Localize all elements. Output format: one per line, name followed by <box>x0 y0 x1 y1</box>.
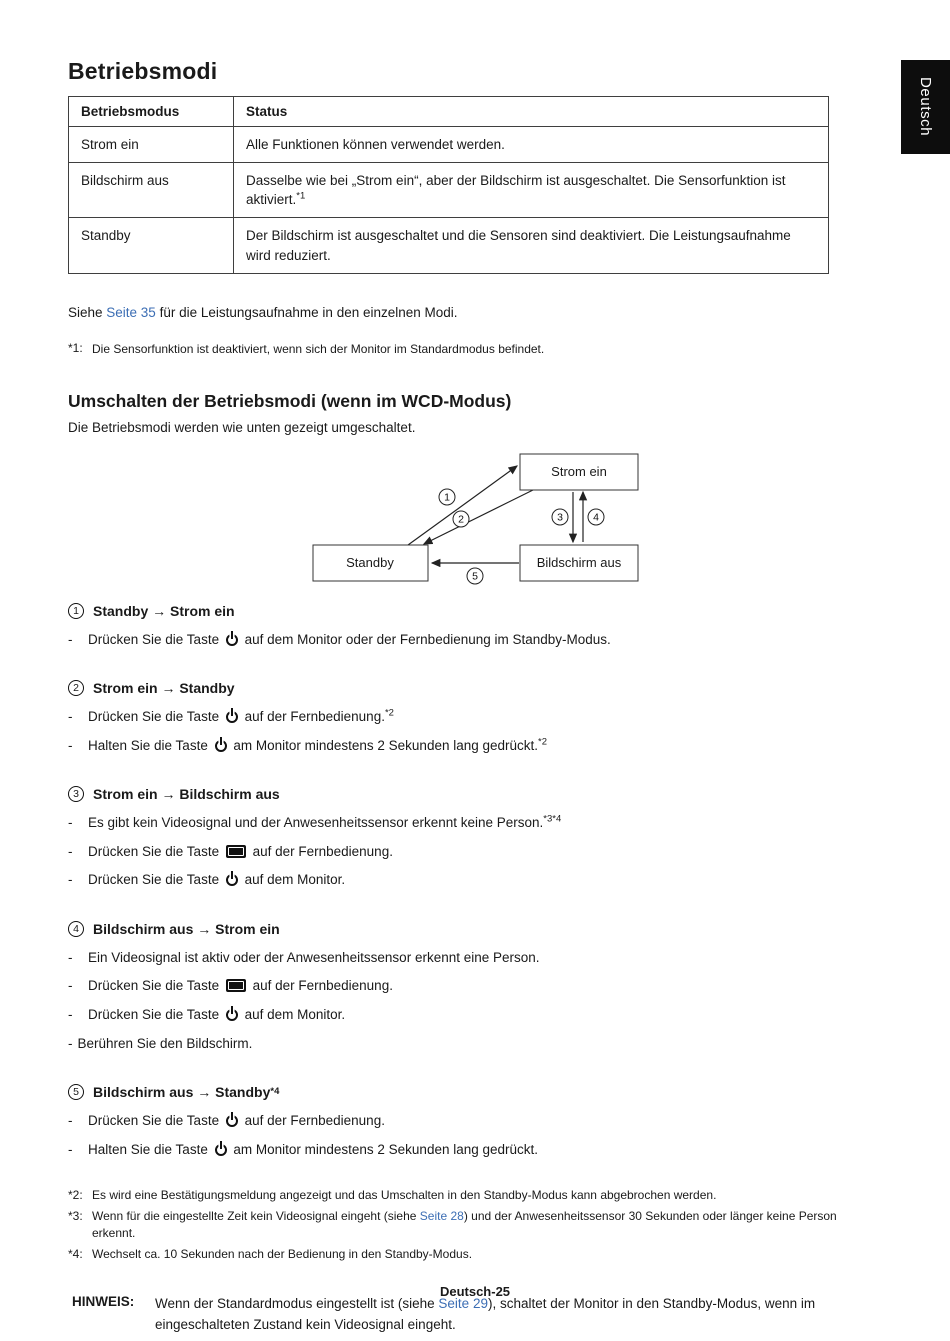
diagram-step-2-badge <box>453 511 469 527</box>
mode-switch-section <box>68 603 880 650</box>
page-title: Betriebsmodi <box>68 58 218 84</box>
mode-switch-section <box>68 680 880 756</box>
instruction-text: Drücken Sie die Taste auf dem Monitor oder der Fernbedienung im Standby-Modus. <box>88 631 611 647</box>
table-row <box>69 163 829 218</box>
section-title <box>68 680 880 696</box>
section-title <box>68 603 880 619</box>
power-icon <box>226 874 238 886</box>
footnote-ref: *2 <box>538 736 548 748</box>
footnote <box>68 1208 880 1242</box>
circled-number: 1 <box>68 603 84 619</box>
circled-number: 5 <box>68 1084 84 1100</box>
status-text: Der Bildschirm ist ausgeschaltet und die Sensoren sind deaktiviert. Die Leistungsaufnahme wird reduziert. <box>246 228 791 263</box>
instruction-list <box>68 813 880 891</box>
footnotes <box>68 1187 880 1263</box>
instruction-line <box>68 1111 880 1131</box>
footnote-ref: *2 <box>384 707 394 719</box>
table-row <box>69 218 829 273</box>
instruction-line <box>68 842 880 862</box>
section-title <box>68 786 880 802</box>
status-cell <box>234 127 829 163</box>
table-row <box>69 127 829 163</box>
mode-transition-diagram <box>68 449 880 589</box>
section-subtext: Die Betriebsmodi werden wie unten gezeigt umgeschaltet. <box>68 419 416 435</box>
instruction-list <box>68 1111 880 1160</box>
footnote-text <box>92 1246 880 1263</box>
section-title-text: Bildschirm aus → Standby <box>93 1084 271 1101</box>
diagram-step-1-badge <box>439 489 455 505</box>
circled-number: 4 <box>68 921 84 937</box>
footnote-text <box>92 1208 880 1242</box>
bullet-dash: - <box>68 1035 73 1051</box>
footnote-post: ) und der Anwesenheitssensor 30 Sekunden oder länger keine Person erkennt. <box>92 1209 837 1241</box>
footnote-text <box>92 1187 880 1204</box>
table-header-row <box>69 97 829 127</box>
instruction-line <box>68 707 880 727</box>
language-side-tab <box>901 60 950 154</box>
instruction-text: Drücken Sie die Taste auf der Fernbedienung. <box>88 843 393 859</box>
circled-number: 3 <box>68 786 84 802</box>
power-icon <box>215 740 227 752</box>
section-title: 5 Bildschirm aus → Standby *4 <box>68 1084 880 1100</box>
instruction-text: Drücken Sie die Taste auf dem Monitor. <box>88 872 346 888</box>
hinweis-note <box>68 1294 880 1335</box>
mode-switch-section <box>68 921 880 1055</box>
mode-cell: Standby <box>69 218 234 273</box>
note-pre: Wenn der Standardmodus eingestellt ist (siehe <box>155 1296 439 1312</box>
col-header-betriebsmodus: Betriebsmodus <box>69 97 234 127</box>
note-text <box>155 1294 880 1335</box>
mode-cell: Bildschirm aus <box>69 163 234 218</box>
svg-text:5: 5 <box>472 570 478 583</box>
footnote-text: Die Sensorfunktion ist deaktiviert, wenn sich der Monitor im Standardmodus befindet. <box>92 341 545 356</box>
see-also-pre: Siehe <box>68 304 107 320</box>
svg-text:4: 4 <box>593 511 599 524</box>
page-link-seite-29[interactable]: Seite 29 <box>438 1296 488 1312</box>
status-cell <box>234 163 829 218</box>
instruction-text: Ein Videosignal ist aktiv oder der Anwesenheitssensor erkennt eine Person. <box>88 949 540 965</box>
instruction-text: Berühren Sie den Bildschirm. <box>77 1035 253 1051</box>
svg-text:3: 3 <box>557 511 563 524</box>
bullet-dash: - <box>68 978 73 994</box>
power-icon <box>226 1009 238 1021</box>
footnote <box>68 1187 880 1204</box>
section-title-text: Strom ein → Standby <box>93 679 235 696</box>
section-heading: Umschalten der Betriebsmodi (wenn im WCD-Modus) <box>68 390 512 411</box>
footnote-label: *1: <box>68 340 83 355</box>
status-text: Dasselbe wie bei „Strom ein“, aber der Bildschirm ist ausgeschaltet. Die Sensorfunktion ist aktiviert. <box>246 173 786 208</box>
mode-cell: Strom ein <box>69 127 234 163</box>
power-icon <box>215 1144 227 1156</box>
footnote-ref: *3*4 <box>543 813 562 825</box>
note-post: ), schaltet der Monitor in den Standby-Modus, wenn im eingeschalteten Zustand kein Videosignal eingeht. <box>155 1296 816 1332</box>
circled-number: 2 <box>68 680 84 696</box>
instruction-list <box>68 630 880 650</box>
instruction-line <box>68 1140 880 1160</box>
page-link-seite-35[interactable]: Seite 35 <box>106 304 156 320</box>
instruction-line <box>68 630 880 650</box>
instruction-line <box>68 870 880 890</box>
footnote-label: *3: <box>68 1209 83 1224</box>
footnote-ref: *1 <box>296 190 306 202</box>
mode-switch-sections <box>68 603 880 1161</box>
side-tab-label: Deutsch <box>917 77 934 137</box>
instruction-text: Drücken Sie die Taste auf der Fernbedienung. <box>88 978 393 994</box>
section-title <box>68 921 880 937</box>
section-title-text: Standby → Strom ein <box>93 602 235 619</box>
instruction-line <box>68 976 880 996</box>
page-link-seite-28[interactable]: Seite 28 <box>419 1209 464 1224</box>
instruction-text: Drücken Sie die Taste auf dem Monitor. <box>88 1007 346 1023</box>
bullet-dash: - <box>68 708 73 724</box>
diagram-box-standby-label: Standby <box>346 554 394 570</box>
footnote <box>68 1246 880 1263</box>
footnote-label: *2: <box>68 1188 83 1203</box>
see-also-text <box>68 305 880 320</box>
section-title-text: Strom ein → Bildschirm aus <box>93 785 280 802</box>
col-header-status: Status <box>234 97 829 127</box>
instruction-line <box>68 736 880 756</box>
instruction-list <box>68 707 880 756</box>
instruction-line <box>68 813 880 833</box>
instruction-text: Drücken Sie die Taste auf der Fernbedienung.$^{*2}$ <box>88 707 394 724</box>
bullet-dash: - <box>68 737 73 753</box>
page-footer: Deutsch-25 <box>439 1284 511 1299</box>
bullet-dash: - <box>68 1141 73 1157</box>
svg-text:1: 1 <box>444 491 450 504</box>
instruction-list <box>68 948 880 1055</box>
instruction-text: Halten Sie die Taste am Monitor mindestens 2 Sekunden lang gedrückt.$^{*2}$ <box>88 736 548 753</box>
diagram-step-3-badge <box>552 509 568 525</box>
instruction-line <box>68 1005 880 1025</box>
instruction-text: Es gibt kein Videosignal und der Anwesenheitssensor erkennt keine Person.$^{*3*4}$ <box>88 813 562 830</box>
power-icon <box>226 1115 238 1127</box>
bullet-dash: - <box>68 949 73 965</box>
footnote-pre: Wechselt ca. 10 Sekunden nach der Bedienung in den Standby-Modus. <box>92 1247 473 1262</box>
section-title-text: Bildschirm aus → Strom ein <box>93 920 280 937</box>
bullet-dash: - <box>68 631 73 647</box>
diagram-box-screen-off-label: Bildschirm aus <box>536 554 622 570</box>
footnote-pre: Es wird eine Bestätigungsmeldung angezeigt und das Umschalten in den Standby-Modus kann abgebrochen werden. <box>92 1188 717 1203</box>
instruction-line <box>68 1034 880 1054</box>
bullet-dash: - <box>68 843 73 859</box>
status-text: Alle Funktionen können verwendet werden. <box>246 137 505 152</box>
bullet-dash: - <box>68 1007 73 1023</box>
diagram-step-4-badge <box>588 509 604 525</box>
screen-button-icon <box>226 845 246 858</box>
footnote-label: *4: <box>68 1247 83 1262</box>
bullet-dash: - <box>68 1113 73 1129</box>
footnote-pre: Wenn für die eingestellte Zeit kein Videosignal eingeht (siehe <box>92 1209 420 1224</box>
bullet-dash: - <box>68 814 73 830</box>
note-label: HINWEIS: <box>72 1294 135 1310</box>
instruction-line <box>68 948 880 968</box>
instruction-text: Halten Sie die Taste am Monitor mindestens 2 Sekunden lang gedrückt. <box>88 1141 539 1157</box>
power-icon <box>226 634 238 646</box>
mode-switch-section <box>68 786 880 891</box>
bullet-dash: - <box>68 872 73 888</box>
power-icon <box>226 711 238 723</box>
diagram-box-power-on-label: Strom ein <box>551 463 607 479</box>
footnote <box>68 341 880 358</box>
svg-text:2: 2 <box>458 513 464 526</box>
diagram-step-5-badge <box>467 568 483 584</box>
see-also-post: für die Leistungsaufnahme in den einzelnen Modi. <box>155 304 458 320</box>
operating-modes-table <box>68 96 829 274</box>
instruction-text: Drücken Sie die Taste auf der Fernbedienung. <box>88 1113 385 1129</box>
status-cell <box>234 218 829 273</box>
diagram-svg <box>68 449 708 589</box>
mode-switch-section <box>68 1084 880 1160</box>
screen-button-icon <box>226 979 246 992</box>
